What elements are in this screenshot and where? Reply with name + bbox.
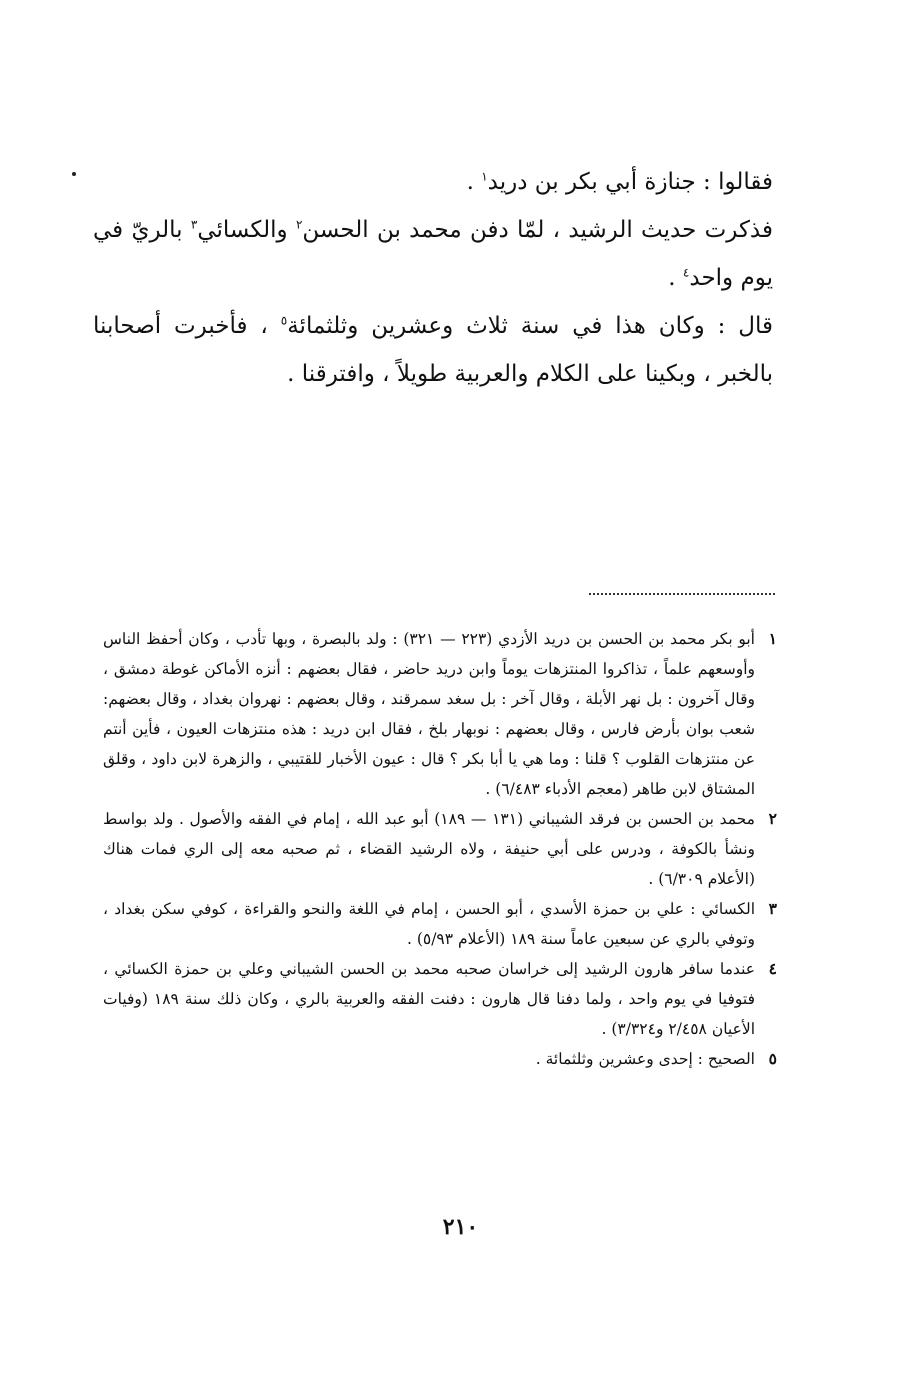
paragraph-3-text-a: قال : وكان هذا في سنة ثلاث وعشرين وثلثمائة	[287, 313, 773, 339]
paragraph-2-text-a: فذكرت حديث الرشيد ، لمّا دفن محمد بن الحسن	[302, 217, 773, 243]
footnotes	[103, 624, 775, 1074]
paragraph-2-text-c: بالريّ في يوم واحد	[93, 217, 773, 291]
footnote-3	[103, 894, 775, 954]
footnote-ref-4[interactable]: ٤	[682, 265, 690, 280]
footnote-ref-3[interactable]: ٣	[190, 217, 198, 232]
footnote-number: ١	[768, 629, 777, 648]
paragraph-1-text: فقالوا : جنازة أبي بكر بن دريد	[487, 169, 773, 195]
paragraph-2-end: .	[668, 265, 683, 291]
paragraph-3-text-b: ، فأخبرت أصحابنا بالخبر ، وبكينا على الكلام والعربية طويلاً ، وافترقنا .	[93, 313, 773, 387]
footnote-4	[103, 954, 775, 1044]
footnote-ref-1[interactable]: ١	[481, 169, 488, 184]
footnote-text: محمد بن الحسن بن فرقد الشيباني (١٣١ — ١٨٩) أبو عبد الله ، إمام في الفقه والأصول . ولد بواسط ونشأ بالكوفة ، ودرس على أبي حنيفة ، ولاه الرشيد القضاء ، ثم صحبه معه إلى الري فمات هناك (الأعلام ٦/٣٠٩) .	[103, 810, 755, 888]
footnote-text: الصحيح : إحدى وعشرين وثلثمائة .	[535, 1050, 755, 1068]
footnote-2	[103, 804, 775, 894]
paragraph-1	[93, 158, 773, 206]
paragraph-3	[93, 302, 773, 398]
paragraph-1-end: .	[466, 169, 482, 195]
main-text	[93, 158, 773, 398]
footnote-number: ٢	[768, 809, 777, 828]
footnote-1	[103, 624, 775, 804]
footnote-number: ٤	[768, 959, 777, 978]
footnote-text: الكسائي : علي بن حمزة الأسدي ، أبو الحسن ، إمام في اللغة والنحو والقراءة ، كوفي سكن بغداد ، وتوفي بالري عن سبعين عاماً سنة ١٨٩ (الأعلام ٥/٩٣) .	[103, 900, 755, 948]
footnote-5	[103, 1044, 775, 1074]
footnote-ref-2[interactable]: ٢	[295, 217, 303, 232]
footnote-ref-5[interactable]: ٥	[280, 313, 288, 328]
paragraph-2-text-b: والكسائي	[197, 217, 296, 243]
page-number: ٢١٠	[442, 1214, 479, 1240]
footnote-divider	[589, 593, 775, 595]
paragraph-2	[93, 206, 773, 302]
ink-speck	[72, 172, 76, 176]
footnote-number: ٥	[768, 1049, 777, 1068]
footnote-text: عندما سافر هارون الرشيد إلى خراسان صحبه محمد بن الحسن الشيباني وعلي بن حمزة الكسائي ، فتوفيا في يوم واحد ، ولما دفنا قال هارون : دفنت الفقه والعربية بالري ، وكان ذلك سنة ١٨٩ (وفيات الأعيان ٢/٤٥٨ و٣/٣٢٤) .	[103, 960, 755, 1038]
footnote-text: أبو بكر محمد بن الحسن بن دريد الأزدي (٢٢٣ — ٣٢١) : ولد بالبصرة ، وبها تأدب ، وكان أحفظ الناس وأوسعهم علماً ، تذاكروا المنتزهات يوماً وابن دريد حاضر ، فقال بعضهم : أنزه الأماكن غوطة دمشق ، وقال آخرون : بل نهر الأبلة ، وقال آخر : بل سغد سمرقند ، وقال بعضهم : نهروان بغداد ، وقال بعضهم: شعب بوان بأرض فارس ، وقال بعضهم : نوبهار بلخ ، فقال ابن دريد : هذه منتزهات العيون ، فأين أنتم عن منتزهات القلوب ؟ قلنا : وما هي يا أبا بكر ؟ قال : عيون الأخبار للقتيبي ، والزهرة لابن داود ، وقلق المشتاق لابن طاهر (معجم الأدباء ٦/٤٨٣) .	[103, 630, 755, 798]
footnote-number: ٣	[768, 899, 777, 918]
